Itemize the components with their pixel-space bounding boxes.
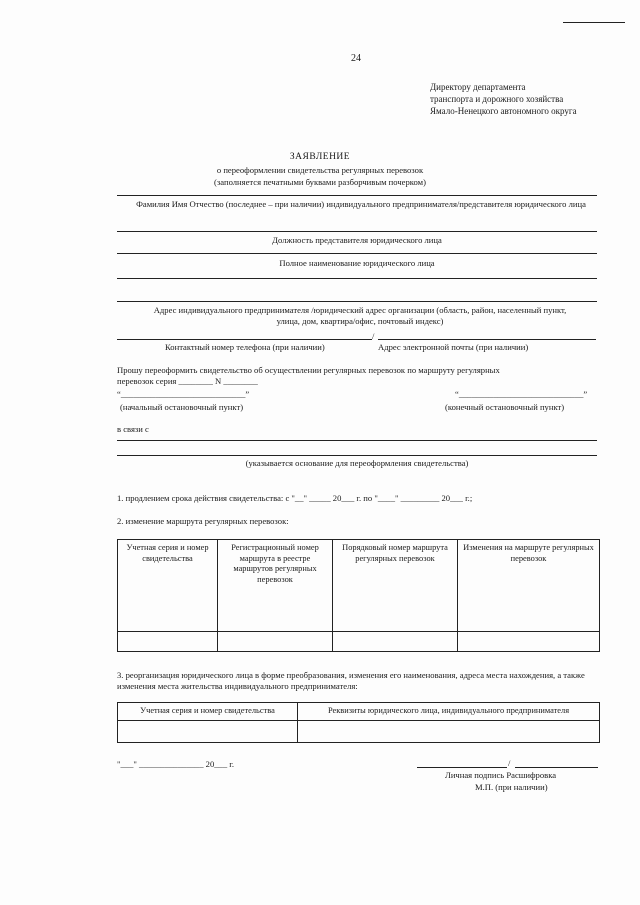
decoding-line <box>515 767 598 768</box>
request-line-2: перевозок серия ________ N ________ <box>117 376 258 386</box>
phone-caption: Контактный номер телефона (при наличии) <box>165 342 325 352</box>
table-header-cell: Реквизиты юридического лица, индивидуального предпринимателя <box>298 703 600 721</box>
full-name-field-line <box>117 253 597 254</box>
reorganization-table <box>117 702 600 743</box>
table-cell[interactable] <box>333 632 458 652</box>
reason-caption: (указывается основание для переоформления свидетельства) <box>245 458 469 468</box>
corner-mark-line <box>563 22 625 23</box>
table-cell[interactable] <box>118 632 218 652</box>
phone-field-line <box>117 339 372 340</box>
page-number: 24 <box>351 53 361 64</box>
document-title: ЗАЯВЛЕНИЕ <box>289 152 351 162</box>
end-stop-caption: (конечный остановочный пункт) <box>445 402 565 412</box>
route-change-table <box>117 539 600 652</box>
item-1-extension: 1. продлением срока действия свидетельства: с "__" _____ 20___ г. по "____" _________ 20___ г.; <box>117 493 473 503</box>
position-caption: Должность представителя юридического лица <box>272 235 442 245</box>
table-header-cell: Порядковый номер маршрута регулярных перевозок <box>333 540 458 632</box>
end-stop-field: “_____________________________” <box>455 389 588 399</box>
fio-field-line <box>117 195 597 196</box>
table-cell[interactable] <box>298 721 600 743</box>
reason-line-1 <box>117 440 597 441</box>
table-header-cell: Изменения на маршруте регулярных перевозок <box>458 540 600 632</box>
signature-line <box>417 767 507 768</box>
signature-caption: Личная подпись Расшифровка <box>445 770 557 780</box>
addressee-line: Ямало-Ненецкого автономного округа <box>430 105 577 116</box>
table-header-row <box>118 703 600 721</box>
address-field-line <box>117 301 597 302</box>
addressee-block <box>430 82 630 118</box>
email-caption: Адрес электронной почты (при наличии) <box>378 342 529 352</box>
document-note: (заполняется печатными буквами разборчивым почерком) <box>214 177 426 187</box>
item-2-route-change: 2. изменение маршрута регулярных перевозок: <box>117 516 289 526</box>
table-header-cell: Учетная серия и номер свидетельства <box>118 703 298 721</box>
stamp-caption: М.П. (при наличии) <box>475 782 548 792</box>
item-3-reorganization: 3. реорганизация юридического лица в форме преобразования, изменения его наименования, адреса места нахождения, а также изменения места жительства индивидуального предпринимателя: <box>117 670 585 691</box>
table-row <box>118 721 600 743</box>
email-field-line <box>378 339 596 340</box>
table-cell[interactable] <box>458 632 600 652</box>
table-row <box>118 632 600 652</box>
table-cell[interactable] <box>118 721 298 743</box>
table-cell[interactable] <box>218 632 333 652</box>
position-field-line <box>117 231 597 232</box>
addressee-line: транспорта и дорожного хозяйства <box>430 93 564 104</box>
start-stop-field: “_____________________________” <box>117 389 250 399</box>
address-caption: Адрес индивидуального предпринимателя /юридический адрес организации (область, район, населенный пункт, улица, дом, квартира/офис, почтовый индекс) <box>153 305 567 326</box>
table-header-cell: Учетная серия и номер свидетельства <box>118 540 218 632</box>
fio-caption: Фамилия Имя Отчество (последнее – при наличии) индивидуального предпринимателя/представителя юридического лица <box>136 199 586 209</box>
full-name-caption: Полное наименование юридического лица <box>279 258 435 268</box>
table-header-cell: Регистрационный номер маршрута в реестре маршрутов регулярных перевозок <box>218 540 333 632</box>
signature-slash: / <box>508 758 511 768</box>
addressee-line: Директору департамента <box>430 82 526 92</box>
request-line-1: Прошу переоформить свидетельство об осуществлении регулярных перевозок по маршруту регулярных <box>117 365 500 375</box>
table-header-row <box>118 540 600 632</box>
start-stop-caption: (начальный остановочный пункт) <box>120 402 244 412</box>
reason-line-2 <box>117 455 597 456</box>
reason-label: в связи с <box>117 424 149 434</box>
footer-date: "___" _______________ 20___ г. <box>117 759 234 769</box>
document-subtitle: о переоформлении свидетельства регулярных перевозок <box>216 165 424 175</box>
phone-email-slash: / <box>372 331 375 341</box>
full-name-extra-line <box>117 278 597 279</box>
